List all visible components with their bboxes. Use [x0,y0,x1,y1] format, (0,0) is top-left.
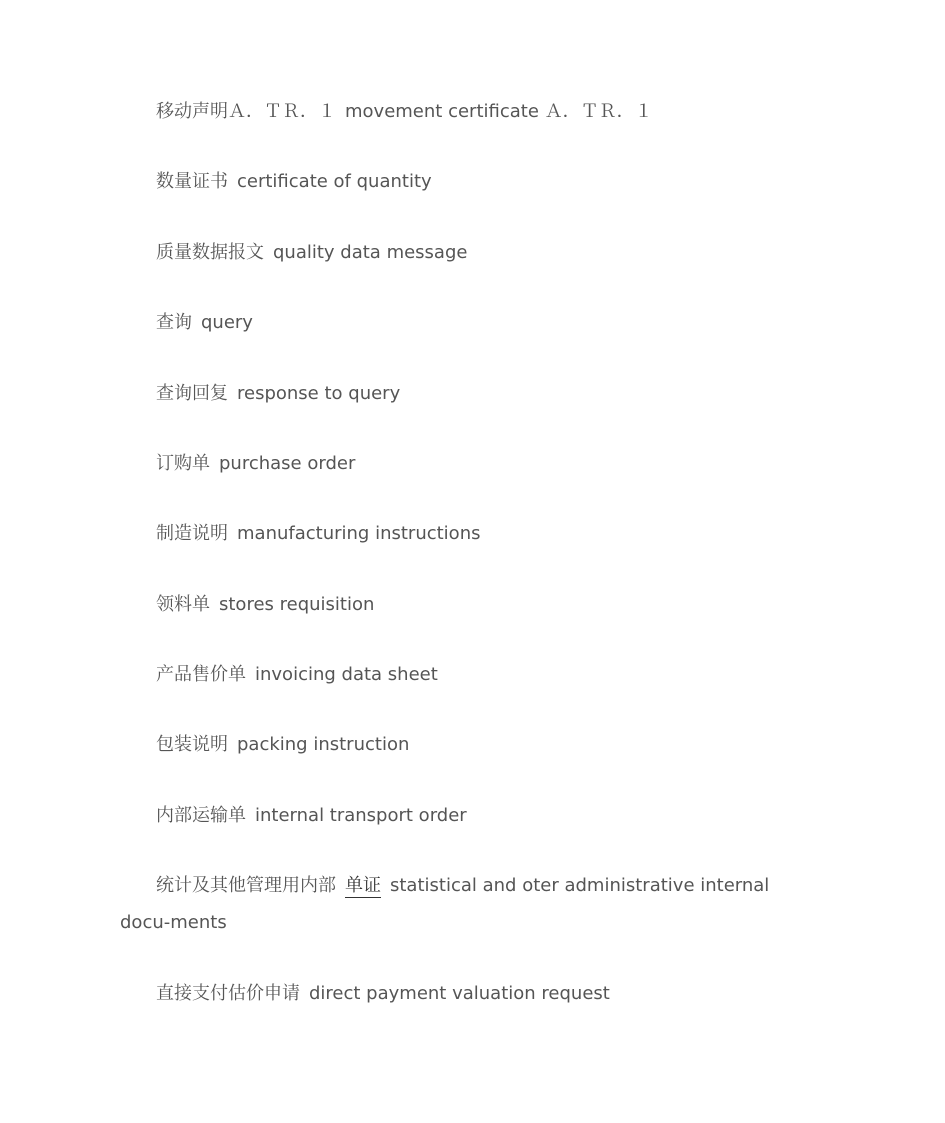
term-entry-query [120,304,770,341]
term-chinese: 数量证书 [156,171,228,192]
term-chinese: 制造说明 [156,523,228,544]
term-entry-purchase-order [120,445,770,482]
term-english: response to query [237,383,401,404]
term-english: certificate of quantity [237,171,432,192]
term-chinese: 内部运输单 [156,805,246,826]
term-chinese: 移动声明Ａ．ＴＲ．１ [156,101,336,122]
term-english: statistical and oter administrative internal docu-ments [120,875,770,933]
term-chinese: 查询回复 [156,383,228,404]
term-chinese: 统计及其他管理用内部 [156,875,336,896]
term-entry-stores-requisition [120,586,770,623]
term-chinese: 质量数据报文 [156,242,264,263]
term-entry-internal-transport-order [120,797,770,834]
term-english: quality data message [273,242,468,263]
term-entry-manufacturing-instructions [120,515,770,552]
term-chinese: 领料单 [156,594,210,615]
term-english: movement certificate Ａ．ＴＲ．１ [345,101,653,122]
term-english: query [201,312,253,333]
term-english: purchase order [219,453,356,474]
term-english: manufacturing instructions [237,523,481,544]
term-entry-internal-documents [120,867,770,941]
term-english: stores requisition [219,594,375,615]
term-entry-direct-payment-valuation-request [120,975,770,1012]
term-entry-movement-certificate [120,93,770,130]
term-chinese: 订购单 [156,453,210,474]
term-english: internal transport order [255,805,467,826]
term-entry-packing-instruction [120,726,770,763]
term-entry-invoicing-data-sheet [120,656,770,693]
term-chinese: 产品售价单 [156,664,246,685]
term-english: invoicing data sheet [255,664,438,685]
term-entry-response-to-query [120,375,770,412]
term-english: packing instruction [237,734,410,755]
term-english: direct payment valuation request [309,983,610,1004]
term-chinese: 查询 [156,312,192,333]
term-chinese: 包装说明 [156,734,228,755]
term-chinese: 直接支付估价申请 [156,983,300,1004]
term-entry-certificate-of-quantity [120,163,770,200]
term-link[interactable]: 单证 [345,875,381,896]
term-entry-quality-data-message [120,234,770,271]
